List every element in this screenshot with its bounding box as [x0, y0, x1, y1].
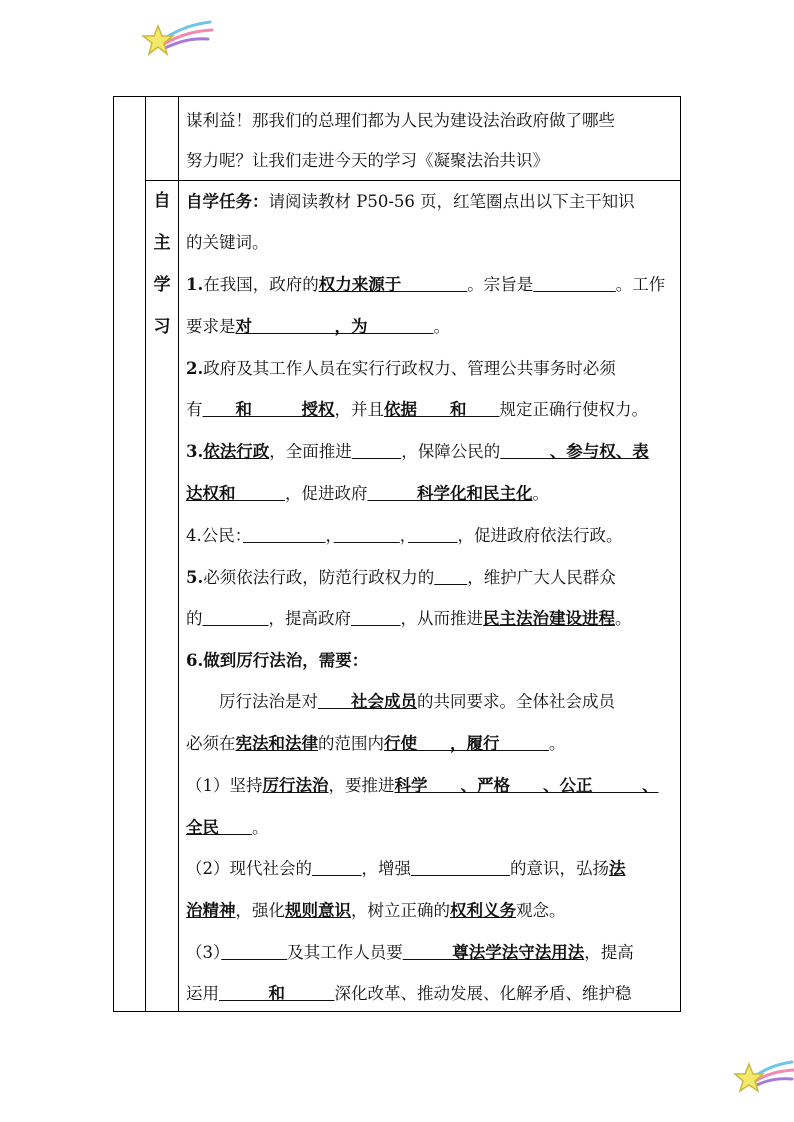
item-1-line: 要求是对 ，为 。 [186, 317, 450, 336]
fill-blank: 和 [219, 984, 335, 1003]
item-6-line: 厉行法治是对 社会成员的共同要求。全体社会成员 [186, 692, 615, 711]
item-6-line: 治精神，强化规则意识，树立正确的权利义务观念。 [186, 901, 566, 920]
fill-blank [236, 484, 286, 503]
item-5-line: 的 ，提高政府 ，从而推进民主法治建设进程。 [186, 609, 632, 628]
fill-blank: 权力来源于 [318, 275, 402, 294]
task-label: 自学任务： [186, 192, 269, 211]
fill-blank: 尊法学法守法用法 [402, 943, 585, 962]
fill-blank [411, 859, 510, 878]
table-border-top [113, 96, 681, 97]
fill-blank: 社会成员 [318, 692, 417, 711]
item-3-line: 3.依法行政，全面推进 ，保障公民的 、参与权、表 [186, 442, 649, 461]
fill-blank [203, 609, 269, 628]
fill-blank: 对 ，为 [235, 317, 434, 336]
fill-blank: 科学化和民主化 [367, 484, 533, 503]
fill-blank: 全民 [186, 818, 252, 837]
intro-line: 努力呢？让我们走进今天的学习《凝聚法治共识》 [186, 151, 549, 170]
item-6-line: 必须在宪法和法律的范围内行使 ，履行 。 [186, 734, 566, 753]
section-label-char: 学 [153, 275, 171, 295]
table-border-bottom [113, 1011, 681, 1012]
task-line: 自学任务：请阅读教材 P50-56 页，红笔圈点出以下主干知识 [186, 192, 635, 211]
fill-blank: 行使 ，履行 [384, 734, 549, 753]
fill-blank: 、参与权、表 [500, 442, 649, 461]
fill-blank [312, 859, 362, 878]
item-6-line: （3） 及其工作人员要 尊法学法守法用法，提高 [186, 943, 634, 962]
item-6-line: （2）现代社会的 ，增强 的意识，弘扬法 [186, 859, 626, 878]
section-label-char: 主 [153, 233, 171, 253]
fill-blank [401, 275, 467, 294]
item-6-line: 全民 。 [186, 818, 269, 837]
table-border-left [113, 96, 114, 1012]
shooting-star-icon [732, 1056, 794, 1098]
shooting-star-icon [140, 18, 216, 62]
fill-blank [408, 526, 458, 545]
table-divider [178, 96, 179, 1012]
fill-blank: 和 授权 [202, 400, 335, 419]
fill-blank [434, 568, 467, 587]
fill-blank [334, 526, 400, 545]
fill-blank: 依据 和 [384, 400, 500, 419]
fill-blank [533, 275, 616, 294]
fill-blank [221, 943, 287, 962]
table-divider [145, 96, 146, 1012]
fill-blank [352, 442, 402, 461]
task-line: 的关键词。 [186, 233, 269, 252]
fill-blank: 科学 、严格 、公正 、 [394, 776, 659, 795]
item-4-line: 4.公民： ， ， ，促进政府依法行政。 [186, 526, 623, 545]
fill-blank [351, 609, 401, 628]
item-2-line: 有 和 授权，并且依据 和 规定正确行使权力。 [186, 400, 648, 419]
table-border-right [680, 96, 681, 1012]
item-6-heading: 6.做到厉行法治，需要： [186, 651, 369, 670]
item-1-line: 1.在我国，政府的权力来源于 。宗旨是 。工作 [186, 275, 666, 294]
intro-line: 谋利益！那我们的总理们都为人民为建设法治政府做了哪些 [186, 111, 615, 130]
item-6-line: 运用 和 深化改革、推动发展、化解矛盾、维护稳 [186, 984, 632, 1003]
section-label-char: 习 [153, 317, 171, 337]
item-2-line: 2.政府及其工作人员在实行行政权力、管理公共事务时必须 [186, 359, 616, 378]
item-3-line: 达权和 ，促进政府 科学化和民主化。 [186, 484, 549, 503]
item-6-line: （1）坚持厉行法治，要推进科学 、严格 、公正 、 [186, 776, 659, 795]
row-divider [146, 180, 681, 181]
section-label-char: 自 [153, 191, 171, 211]
item-5-line: 5.必须依法行政，防范行政权力的 ，维护广大人民群众 [186, 568, 616, 587]
fill-blank [243, 526, 326, 545]
